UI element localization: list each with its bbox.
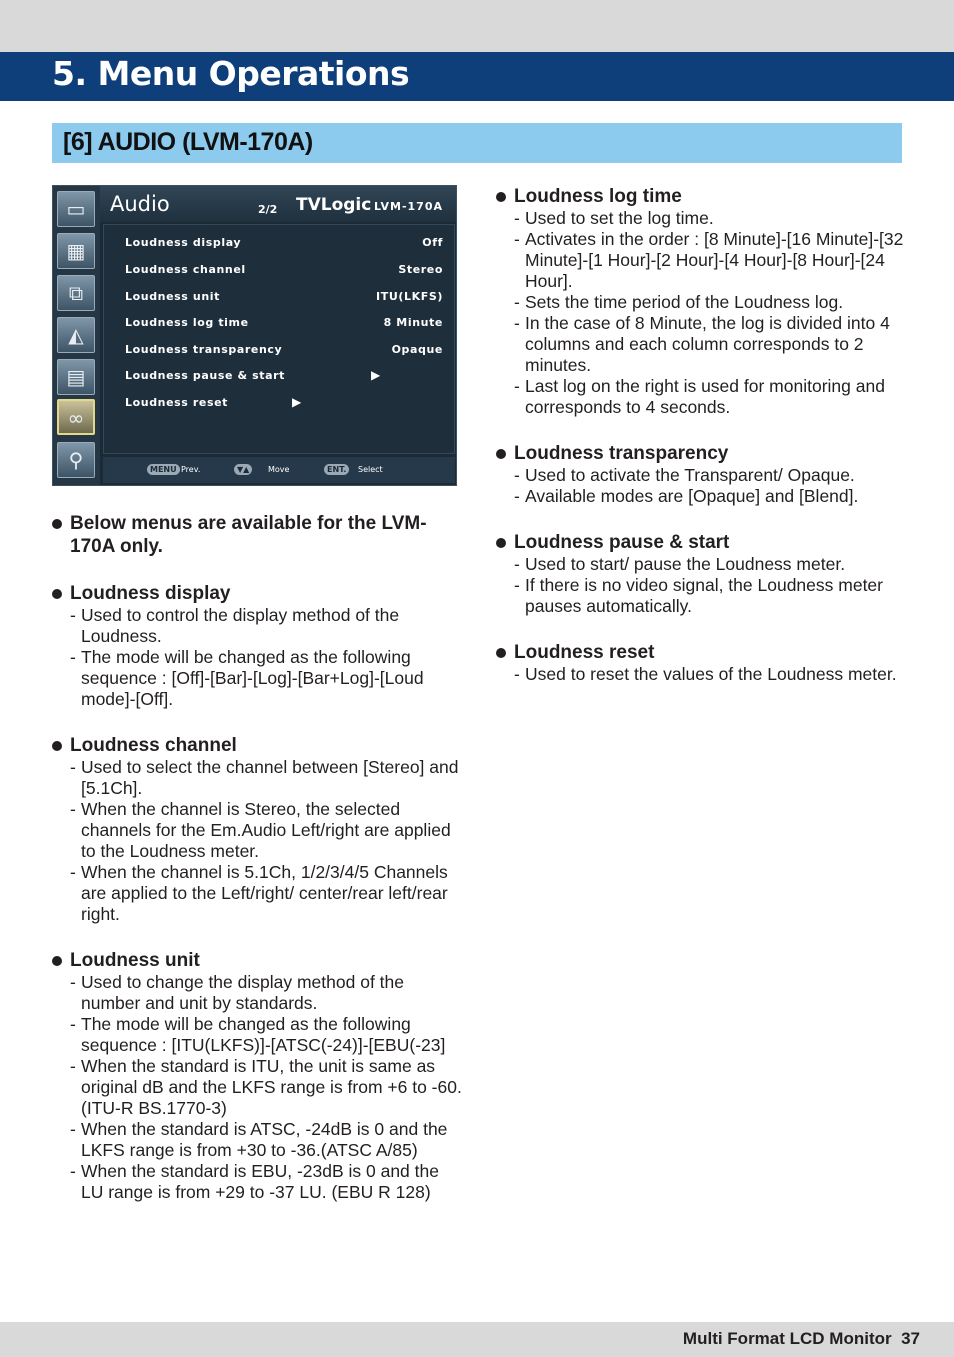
heading-text: Loudness channel [70, 735, 237, 756]
osd-row-label: Loudness transparency [125, 343, 283, 356]
item-text: Used to activate the Transparent/ Opaque. [525, 465, 855, 485]
osd-row-value: ITU(LKFS) [376, 290, 443, 303]
osd-model-name: LVM-170A [374, 200, 443, 213]
page-number: 37 [901, 1329, 920, 1348]
loudness-channel-section [52, 734, 462, 925]
list-item: - The mode will be changed as the following sequence : [ITU(LKFS)]-[ATSC(-24)]-[EBU(-23] [70, 1014, 446, 1055]
osd-row-value: 8 Minute [383, 316, 443, 329]
osd-page-indicator: 2/2 [258, 203, 278, 216]
item-text: Used to start/ pause the Loudness meter. [525, 554, 846, 574]
section-heading [52, 582, 462, 605]
section-title: [6] AUDIO (LVM-170A) [63, 128, 313, 156]
item-text: When the standard is ATSC, -24dB is 0 and the LKFS range is from +30 to -36.(ATSC A/85) [81, 1119, 448, 1160]
list-item: - Available modes are [Opaque] and [Blend]. [514, 486, 859, 506]
osd-row-label: Loudness reset [125, 396, 229, 409]
description-list [496, 664, 906, 685]
description-list [52, 605, 462, 710]
intro-section [52, 512, 462, 558]
loudness-log-time-section [496, 185, 906, 418]
osd-row-value: Stereo [398, 263, 443, 276]
bullet-icon [496, 192, 506, 202]
submenu-arrow-icon: ▶ [292, 395, 302, 409]
heading-text: Loudness log time [514, 186, 682, 207]
osd-title: Audio [110, 192, 170, 216]
tools-icon: ⚲ [57, 442, 95, 478]
satellite-dish-icon: ◭ [57, 317, 95, 353]
loudness-pause-start-section [496, 531, 906, 617]
bullet-icon [496, 648, 506, 658]
list-item: - Used to reset the values of the Loudness meter. [514, 664, 897, 684]
footer-product-name: Multi Format LCD Monitor [682, 1329, 892, 1348]
bullet-icon [496, 449, 506, 459]
heading-text: Loudness display [70, 583, 231, 604]
chapter-title-bar [0, 52, 954, 101]
section-heading [496, 641, 906, 664]
osd-row-loudness-pause-start [125, 369, 443, 385]
list-item: - When the channel is Stereo, the selected channels for the Em.Audio Left/right are applied to the Loudness meter. [70, 799, 451, 861]
audio-icon: ∞ [57, 399, 95, 435]
section-heading [496, 531, 906, 554]
list-item: - When the standard is ATSC, -24dB is 0 and the LKFS range is from +30 to -36.(ATSC A/85) [70, 1119, 448, 1160]
osd-audio-menu-screenshot [52, 185, 457, 486]
enter-key-label: Select [358, 465, 383, 474]
item-text: Sets the time period of the Loudness log. [525, 292, 844, 312]
section-heading [52, 734, 462, 757]
list-item: - Used to start/ pause the Loudness meter. [514, 554, 846, 574]
bullet-icon [496, 538, 506, 548]
description-list [496, 465, 906, 507]
list-item: - Used to control the display method of the Loudness. [70, 605, 400, 646]
list-item: - Activates in the order : [8 Minute]-[16 Minute]-[32 Minute]-[1 Hour]-[2 Hour]-[4 Hour]-[8 Hour]-[24 Hour]. [514, 229, 904, 291]
osd-sidebar [53, 186, 100, 485]
bullet-icon [52, 741, 62, 751]
list-item: - The mode will be changed as the following sequence : [Off]-[Bar]-[Log]-[Bar+Log]-[Loud mode]-[Off]. [70, 647, 424, 709]
right-column [496, 185, 906, 709]
move-key-label: Move [268, 465, 290, 474]
item-text: In the case of 8 Minute, the log is divided into 4 columns and each column corresponds to 2 minutes. [525, 313, 890, 375]
description-list [496, 208, 906, 418]
osd-header [100, 186, 456, 222]
heading-text: Loudness reset [514, 642, 655, 663]
heading-text: Loudness pause & start [514, 532, 730, 553]
item-text: The mode will be changed as the following sequence : [ITU(LKFS)]-[ATSC(-24)]-[EBU(-23] [81, 1014, 446, 1055]
bullet-icon [52, 956, 62, 966]
list-item: - When the standard is EBU, -23dB is 0 and the LU range is from +29 to -37 LU. (EBU R 128) [70, 1161, 439, 1202]
list-item: - Sets the time period of the Loudness log. [514, 292, 844, 312]
list-item: - If there is no video signal, the Loudness meter pauses automatically. [514, 575, 883, 616]
item-text: When the channel is Stereo, the selected channels for the Em.Audio Left/right are applied to the Loudness meter. [81, 799, 451, 861]
description-list [52, 757, 462, 925]
chapter-title: 5. Menu Operations [52, 54, 410, 93]
osd-row-label: Loudness display [125, 236, 242, 249]
osd-row-label: Loudness channel [125, 263, 246, 276]
list-item: - Used to change the display method of the number and unit by standards. [70, 972, 404, 1013]
osd-row-label: Loudness pause & start [125, 369, 285, 382]
list-item: - Used to activate the Transparent/ Opaque. [514, 465, 855, 485]
list-item: - Used to select the channel between [Stereo] and [5.1Ch]. [70, 757, 459, 798]
description-list [496, 554, 906, 617]
osd-row-loudness-channel [125, 263, 443, 279]
item-text: When the standard is EBU, -23dB is 0 and the LU range is from +29 to -37 LU. (EBU R 128) [81, 1161, 439, 1202]
osd-row-value: Opaque [391, 343, 443, 356]
item-text: The mode will be changed as the following sequence : [Off]-[Bar]-[Log]-[Bar+Log]-[Loud mode]-[Off]. [81, 647, 424, 709]
osd-brand-logo: TVLogic [296, 195, 372, 215]
section-heading [52, 512, 462, 558]
page-footer [0, 1322, 954, 1357]
item-text: Used to control the display method of the Loudness. [81, 605, 400, 646]
list-item: - In the case of 8 Minute, the log is divided into 4 columns and each column corresponds to 2 minutes. [514, 313, 890, 375]
loudness-reset-section [496, 641, 906, 685]
list-item: - Last log on the right is used for monitoring and corresponds to 4 seconds. [514, 376, 885, 417]
osd-row-loudness-unit [125, 290, 443, 306]
osd-row-label: Loudness log time [125, 316, 249, 329]
section-heading [496, 185, 906, 208]
item-text: Last log on the right is used for monitoring and corresponds to 4 seconds. [525, 376, 885, 417]
item-text: When the standard is ITU, the unit is same as original dB and the LKFS range is from +6 to -60. (ITU-R BS.1770-3) [81, 1056, 462, 1118]
description-list [52, 972, 462, 1203]
submenu-arrow-icon: ▶ [371, 368, 381, 382]
list-item: - When the channel is 5.1Ch, 1/2/3/4/5 Channels are applied to the Left/right/ center/rear left/rear right. [70, 862, 448, 924]
enter-key-icon: ENT. [324, 464, 349, 475]
bullet-icon [52, 519, 62, 529]
item-text: Used to reset the values of the Loudness meter. [525, 664, 897, 684]
heading-text: Loudness unit [70, 950, 200, 971]
section-heading [496, 442, 906, 465]
item-text: Used to select the channel between [Stereo] and [5.1Ch]. [81, 757, 459, 798]
color-icon: ▦ [57, 233, 95, 269]
item-text: When the channel is 5.1Ch, 1/2/3/4/5 Channels are applied to the Left/right/ center/rear left/rear right. [81, 862, 448, 924]
item-text: Used to set the log time. [525, 208, 714, 228]
list-item: - When the standard is ITU, the unit is same as original dB and the LKFS range is from +6 to -60. (ITU-R BS.1770-3) [70, 1056, 462, 1118]
osd-footer [103, 457, 455, 483]
menu-key-icon: MENU [147, 464, 180, 475]
menu-key-label: Prev. [181, 465, 201, 474]
windows-icon: ⧉ [57, 275, 95, 311]
loudness-display-section [52, 582, 462, 710]
move-key-icon: ▼▲ [234, 464, 252, 475]
item-text: Activates in the order : [8 Minute]-[16 Minute]-[32 Minute]-[1 Hour]-[2 Hour]-[4 Hour]-[8 Hour]-[24 Hour]. [525, 229, 904, 291]
monitor-icon: ▭ [57, 191, 95, 227]
top-band [0, 0, 954, 52]
osd-row-loudness-transparency [125, 343, 443, 359]
marker-icon: ▤ [57, 359, 95, 395]
loudness-transparency-section [496, 442, 906, 507]
osd-menu-panel [103, 224, 455, 454]
osd-row-value: Off [422, 236, 443, 249]
left-column [52, 512, 462, 1227]
section-heading [52, 949, 462, 972]
osd-row-label: Loudness unit [125, 290, 220, 303]
bullet-icon [52, 589, 62, 599]
section-title-bar [52, 123, 902, 163]
heading-text: Below menus are available for the LVM-170A only. [70, 513, 427, 557]
osd-row-loudness-log-time [125, 316, 443, 332]
item-text: Used to change the display method of the number and unit by standards. [81, 972, 404, 1013]
footer-text [683, 1329, 920, 1349]
loudness-unit-section [52, 949, 462, 1203]
item-text: If there is no video signal, the Loudness meter pauses automatically. [525, 575, 883, 616]
item-text: Available modes are [Opaque] and [Blend]. [525, 486, 859, 506]
osd-row-loudness-reset [125, 396, 443, 412]
heading-text: Loudness transparency [514, 443, 729, 464]
list-item: - Used to set the log time. [514, 208, 714, 228]
osd-row-loudness-display [125, 236, 443, 252]
